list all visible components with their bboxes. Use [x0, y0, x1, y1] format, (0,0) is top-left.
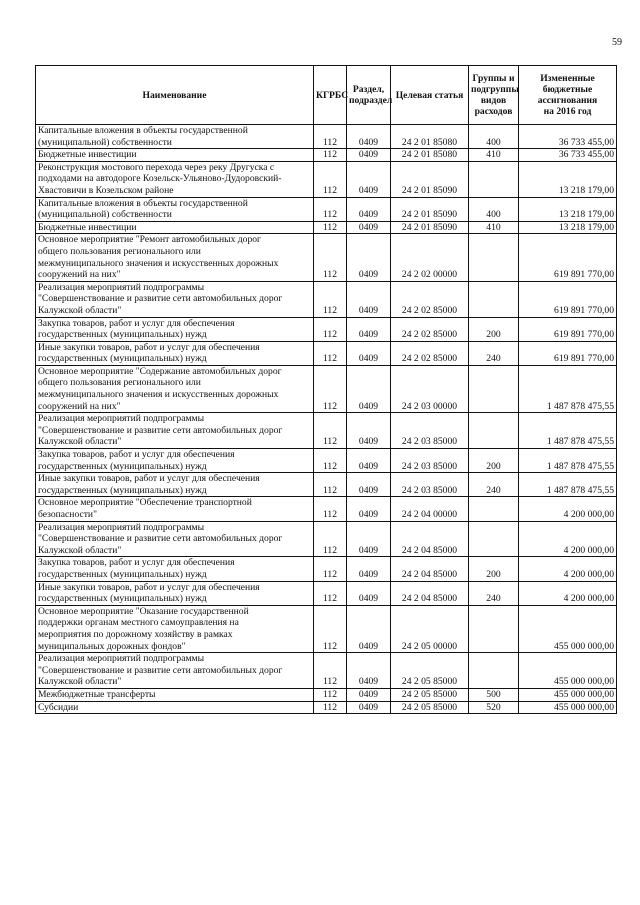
table-row	[36, 341, 617, 365]
row-amount: 13 218 179,00	[519, 197, 617, 221]
row-target: 24 2 02 85000	[391, 317, 469, 341]
row-target: 24 2 01 85080	[391, 149, 469, 162]
row-target: 24 2 03 00000	[391, 365, 469, 412]
row-name: Реализация мероприятий подпрограммы "Совершенствование и развитие сети автомобильных дорог Калужской области"	[36, 521, 314, 557]
row-target: 24 2 01 85090	[391, 197, 469, 221]
row-kgrbs: 112	[314, 449, 347, 473]
row-section: 0409	[347, 125, 391, 149]
table-row	[36, 221, 617, 234]
row-amount: 1 487 878 475,55	[519, 413, 617, 449]
row-group	[469, 413, 519, 449]
row-target: 24 2 03 85000	[391, 473, 469, 497]
header-kgrbs: КГРБС	[314, 66, 347, 125]
row-kgrbs: 112	[314, 473, 347, 497]
row-group	[469, 653, 519, 689]
row-kgrbs: 112	[314, 653, 347, 689]
row-name: Основное мероприятие "Ремонт автомобильных дорог общего пользования регионального или межмуниципального значения и искусственных дорожных сооружений на них"	[36, 234, 314, 281]
table-row	[36, 449, 617, 473]
row-kgrbs: 112	[314, 341, 347, 365]
row-group: 400	[469, 197, 519, 221]
row-amount: 619 891 770,00	[519, 234, 617, 281]
row-amount: 36 733 455,00	[519, 149, 617, 162]
row-amount: 13 218 179,00	[519, 221, 617, 234]
row-name: Реконструкция мостового перехода через реку Другуска с подходами на автодороге Козельск-Ульяново-Дудоровский- Хвастовичи в Козельском районе	[36, 161, 314, 197]
row-amount: 4 200 000,00	[519, 581, 617, 605]
table-row	[36, 521, 617, 557]
row-section: 0409	[347, 365, 391, 412]
row-section: 0409	[347, 161, 391, 197]
header-amount: Измененные бюджетные ассигнования на 2016 год	[519, 66, 617, 125]
row-group: 410	[469, 149, 519, 162]
row-name: Закупка товаров, работ и услуг для обеспечения государственных (муниципальных) нужд	[36, 317, 314, 341]
row-amount: 13 218 179,00	[519, 161, 617, 197]
page-number: 59	[612, 37, 622, 48]
table-row	[36, 688, 617, 701]
row-amount: 1 487 878 475,55	[519, 365, 617, 412]
table-header	[36, 66, 617, 125]
budget-table	[35, 65, 617, 714]
row-kgrbs: 112	[314, 149, 347, 162]
row-amount: 455 000 000,00	[519, 653, 617, 689]
row-amount: 1 487 878 475,55	[519, 449, 617, 473]
row-amount: 455 000 000,00	[519, 688, 617, 701]
row-kgrbs: 112	[314, 521, 347, 557]
row-group: 200	[469, 449, 519, 473]
row-name: Реализация мероприятий подпрограммы "Совершенствование и развитие сети автомобильных дорог Калужской области"	[36, 413, 314, 449]
row-group: 500	[469, 688, 519, 701]
table-row	[36, 581, 617, 605]
row-name: Основное мероприятие "Содержание автомобильных дорог общего пользования регионального или межмуниципального значения и искусственных дорожных сооружений на них"	[36, 365, 314, 412]
row-target: 24 2 04 85000	[391, 521, 469, 557]
row-kgrbs: 112	[314, 161, 347, 197]
row-amount: 455 000 000,00	[519, 605, 617, 652]
row-section: 0409	[347, 497, 391, 521]
row-kgrbs: 112	[314, 701, 347, 714]
row-group	[469, 161, 519, 197]
row-section: 0409	[347, 197, 391, 221]
row-name: Закупка товаров, работ и услуг для обеспечения государственных (муниципальных) нужд	[36, 449, 314, 473]
row-name: Иные закупки товаров, работ и услуг для обеспечения государственных (муниципальных) нужд	[36, 341, 314, 365]
header-section: Раздел, подраздел	[347, 66, 391, 125]
row-section: 0409	[347, 557, 391, 581]
row-section: 0409	[347, 701, 391, 714]
row-name: Бюджетные инвестиции	[36, 221, 314, 234]
table-row	[36, 701, 617, 714]
row-name: Бюджетные инвестиции	[36, 149, 314, 162]
table-row	[36, 557, 617, 581]
table-row	[36, 317, 617, 341]
row-kgrbs: 112	[314, 197, 347, 221]
table-row	[36, 125, 617, 149]
row-amount: 455 000 000,00	[519, 701, 617, 714]
row-section: 0409	[347, 281, 391, 317]
row-group: 240	[469, 581, 519, 605]
header-groups: Группы и подгруппы видов расходов	[469, 66, 519, 125]
row-name: Основное мероприятие "Обеспечение транспортной безопасности"	[36, 497, 314, 521]
row-section: 0409	[347, 449, 391, 473]
row-kgrbs: 112	[314, 234, 347, 281]
row-name: Межбюджетные трансферты	[36, 688, 314, 701]
row-target: 24 2 04 85000	[391, 557, 469, 581]
row-target: 24 2 03 85000	[391, 449, 469, 473]
row-section: 0409	[347, 317, 391, 341]
row-section: 0409	[347, 221, 391, 234]
header-target: Целевая статья	[391, 66, 469, 125]
row-group	[469, 234, 519, 281]
row-kgrbs: 112	[314, 581, 347, 605]
row-group: 240	[469, 341, 519, 365]
row-target: 24 2 03 85000	[391, 413, 469, 449]
row-kgrbs: 112	[314, 688, 347, 701]
row-group	[469, 281, 519, 317]
row-kgrbs: 112	[314, 125, 347, 149]
row-target: 24 2 02 00000	[391, 234, 469, 281]
row-amount: 1 487 878 475,55	[519, 473, 617, 497]
row-kgrbs: 112	[314, 605, 347, 652]
table-row	[36, 497, 617, 521]
row-kgrbs: 112	[314, 281, 347, 317]
row-target: 24 2 05 85000	[391, 701, 469, 714]
row-group: 200	[469, 557, 519, 581]
row-name: Капитальные вложения в объекты государственной (муниципальной) собственности	[36, 125, 314, 149]
row-name: Основное мероприятие "Оказание государственной поддержки органам местного самоуправления на мероприятия по дорожному хозяйству в рамках муниципальных дорожных фондов"	[36, 605, 314, 652]
header-name: Наименование	[36, 66, 314, 125]
table-row	[36, 197, 617, 221]
row-group: 400	[469, 125, 519, 149]
table-row	[36, 605, 617, 652]
row-amount: 4 200 000,00	[519, 557, 617, 581]
row-group	[469, 605, 519, 652]
row-name: Реализация мероприятий подпрограммы "Совершенствование и развитие сети автомобильных дорог Калужской области"	[36, 281, 314, 317]
table-row	[36, 473, 617, 497]
row-target: 24 2 05 00000	[391, 605, 469, 652]
row-amount: 619 891 770,00	[519, 317, 617, 341]
row-section: 0409	[347, 413, 391, 449]
row-name: Иные закупки товаров, работ и услуг для обеспечения государственных (муниципальных) нужд	[36, 473, 314, 497]
row-kgrbs: 112	[314, 413, 347, 449]
row-name: Субсидии	[36, 701, 314, 714]
row-target: 24 2 02 85000	[391, 341, 469, 365]
row-section: 0409	[347, 521, 391, 557]
row-target: 24 2 02 85000	[391, 281, 469, 317]
row-name: Реализация мероприятий подпрограммы "Совершенствование и развитие сети автомобильных дорог Калужской области"	[36, 653, 314, 689]
row-amount: 4 200 000,00	[519, 521, 617, 557]
table-row	[36, 413, 617, 449]
table-row	[36, 653, 617, 689]
table-row	[36, 365, 617, 412]
row-section: 0409	[347, 234, 391, 281]
row-section: 0409	[347, 688, 391, 701]
table-row	[36, 149, 617, 162]
table-row	[36, 234, 617, 281]
row-group	[469, 497, 519, 521]
row-name: Иные закупки товаров, работ и услуг для обеспечения государственных (муниципальных) нужд	[36, 581, 314, 605]
row-section: 0409	[347, 605, 391, 652]
row-kgrbs: 112	[314, 317, 347, 341]
row-target: 24 2 01 85090	[391, 221, 469, 234]
row-group: 200	[469, 317, 519, 341]
row-kgrbs: 112	[314, 497, 347, 521]
row-amount: 4 200 000,00	[519, 497, 617, 521]
row-group: 240	[469, 473, 519, 497]
row-target: 24 2 05 85000	[391, 688, 469, 701]
table-body	[36, 125, 617, 714]
row-target: 24 2 01 85080	[391, 125, 469, 149]
table-row	[36, 161, 617, 197]
row-section: 0409	[347, 149, 391, 162]
row-group	[469, 521, 519, 557]
row-section: 0409	[347, 473, 391, 497]
row-section: 0409	[347, 653, 391, 689]
row-section: 0409	[347, 581, 391, 605]
row-amount: 619 891 770,00	[519, 341, 617, 365]
row-name: Закупка товаров, работ и услуг для обеспечения государственных (муниципальных) нужд	[36, 557, 314, 581]
row-target: 24 2 04 00000	[391, 497, 469, 521]
row-group: 520	[469, 701, 519, 714]
row-group	[469, 365, 519, 412]
row-name: Капитальные вложения в объекты государственной (муниципальной) собственности	[36, 197, 314, 221]
row-section: 0409	[347, 341, 391, 365]
row-kgrbs: 112	[314, 557, 347, 581]
row-kgrbs: 112	[314, 221, 347, 234]
row-amount: 619 891 770,00	[519, 281, 617, 317]
row-group: 410	[469, 221, 519, 234]
row-kgrbs: 112	[314, 365, 347, 412]
row-target: 24 2 01 85090	[391, 161, 469, 197]
row-target: 24 2 04 85000	[391, 581, 469, 605]
row-target: 24 2 05 85000	[391, 653, 469, 689]
row-amount: 36 733 455,00	[519, 125, 617, 149]
table-row	[36, 281, 617, 317]
